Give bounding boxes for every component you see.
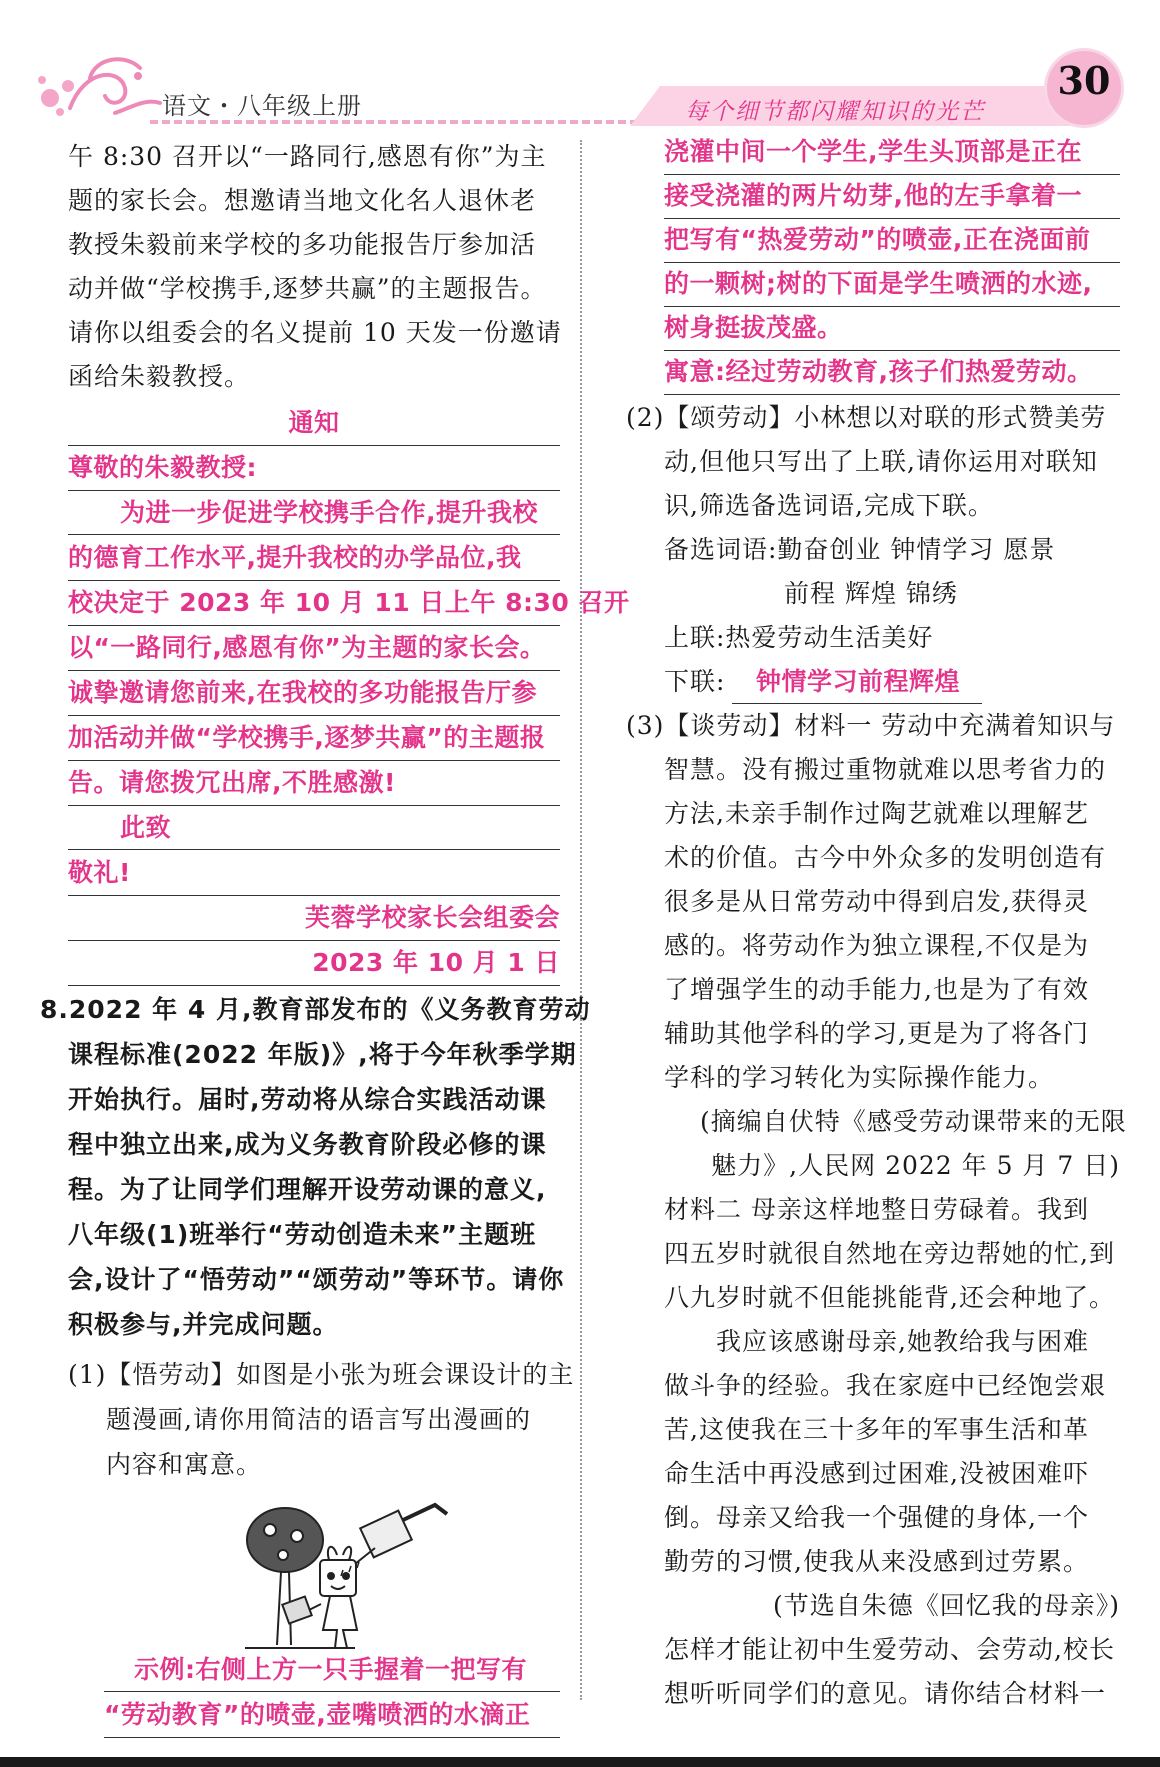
question-prompt-line: 怎样才能让初中生爱劳动、会劳动,校长: [664, 1635, 1115, 1664]
candidate-words: 前程 辉煌 锦绣: [784, 579, 958, 608]
intro-line: 教授朱毅前来学校的多功能报告厅参加活: [68, 230, 537, 259]
header-slogan: 每个细节都闪耀知识的光芒: [685, 99, 985, 125]
flourish-ornament-icon: [30, 48, 170, 128]
upper-couplet: 上联:热爱劳动生活美好: [664, 623, 934, 652]
candidate-words: 备选词语:勤奋创业 钟情学习 愿景: [664, 535, 1056, 564]
lower-couplet-label: 下联:: [664, 667, 726, 696]
answer-line: 校决定于 2023 年 10 月 11 日上午 8:30 召开: [68, 581, 560, 626]
material-line: 智慧。没有搬过重物就难以思考省力的: [664, 755, 1107, 784]
answer-continued-line: 的一颗树;树的下面是学生喷洒的水迹,: [664, 262, 1120, 307]
answer-continued-line: 浇灌中间一个学生,学生头顶部是正在: [664, 130, 1120, 175]
question-8-line: 8.2022 年 4 月,教育部发布的《义务教育劳动: [40, 995, 591, 1024]
answer-line: 加活动并做“学校携手,逐梦共赢”的主题报: [68, 716, 560, 761]
answer-continued-line: 树身挺拔茂盛。: [664, 306, 1120, 351]
question-prompt-line: 想听听同学们的意见。请你结合材料一: [664, 1679, 1107, 1708]
material-line: 命生活中再没感到过困难,没被困难吓: [664, 1459, 1089, 1488]
material-line: 术的价值。古今中外众多的发明创造有: [664, 843, 1107, 872]
question-8-1-answer-line: 示例:右侧上方一只手握着一把写有: [104, 1648, 560, 1692]
comic-illustration: [225, 1500, 455, 1655]
intro-line: 午 8:30 召开以“一路同行,感恩有你”为主: [68, 142, 547, 171]
material-line: 苦,这使我在三十多年的军事生活和革: [664, 1415, 1089, 1444]
material-line: 四五岁时就很自然地在旁边帮她的忙,到: [664, 1239, 1115, 1268]
material-source: (摘编自伏特《感受劳动课带来的无限: [700, 1107, 1127, 1136]
material-line: 学科的学习转化为实际操作能力。: [664, 1063, 1055, 1092]
answer-line: 的德育工作水平,提升我校的办学品位,我: [68, 536, 560, 581]
material-line: 了增强学生的动手能力,也是为了有效: [664, 975, 1089, 1004]
material-line: 辅助其他学科的学习,更是为了将各门: [664, 1019, 1089, 1048]
question-8-2-line: (2)【颂劳动】小林想以对联的形式赞美劳: [626, 403, 1107, 432]
answer-title: 通知: [68, 401, 560, 446]
answer-line: 以“一路同行,感恩有你”为主题的家长会。: [68, 626, 560, 671]
answer-line: 诚挚邀请您前来,在我校的多功能报告厅参: [68, 671, 560, 716]
answer-continued-line: 接受浇灌的两片幼芽,他的左手拿着一: [664, 174, 1120, 219]
material-line: 八九岁时就不但能挑能背,还会种地了。: [664, 1283, 1115, 1312]
answer-date: 2023 年 10 月 1 日: [68, 941, 560, 986]
material-line: 勤劳的习惯,使我从来没感到过劳累。: [664, 1547, 1089, 1576]
answer-line: 此致: [68, 806, 560, 850]
question-8-line: 程。为了让同学们理解开设劳动课的意义,: [68, 1175, 547, 1204]
question-8-1-line: (1)【悟劳动】如图是小张为班会课设计的主: [68, 1360, 575, 1389]
material-line: 我应该感谢母亲,她教给我与困难: [716, 1327, 1089, 1356]
material-line: 很多是从日常劳动中得到启发,获得灵: [664, 887, 1089, 916]
material-line: 做斗争的经验。我在家庭中已经饱尝艰: [664, 1371, 1107, 1400]
answer-meaning: 寓意:经过劳动教育,孩子们热爱劳动。: [664, 350, 1120, 395]
question-8-2-line: 识,筛选备选词语,完成下联。: [664, 491, 994, 520]
intro-line: 题的家长会。想邀请当地文化名人退休老: [68, 186, 537, 215]
question-8-line: 会,设计了“悟劳动”“颂劳动”等环节。请你: [68, 1265, 565, 1294]
answer-line: 告。请您拨冗出席,不胜感激!: [68, 761, 560, 806]
question-8-2-line: 动,但他只写出了上联,请你运用对联知: [664, 447, 1098, 476]
material-source: 魅力》,人民网 2022 年 5 月 7 日): [711, 1151, 1120, 1180]
material-line: 方法,未亲手制作过陶艺就难以理解艺: [664, 799, 1089, 828]
question-8-1-answer-line: “劳动教育”的喷壶,壶嘴喷洒的水滴正: [104, 1693, 560, 1738]
material-line: 材料二 母亲这样地整日劳碌着。我到: [664, 1195, 1089, 1224]
answer-line: 尊敬的朱毅教授:: [68, 446, 560, 491]
answer-line: 为进一步促进学校携手合作,提升我校: [68, 491, 560, 535]
page-number: 30: [1057, 58, 1111, 103]
answer-signature: 芙蓉学校家长会组委会: [68, 896, 560, 941]
intro-line: 动并做“学校携手,逐梦共赢”的主题报告。: [68, 274, 547, 303]
material-line: 倒。母亲又给我一个强健的身体,一个: [664, 1503, 1089, 1532]
question-8-3-line: (3)【谈劳动】材料一 劳动中充满着知识与: [626, 711, 1116, 740]
answer-line: 敬礼!: [68, 851, 560, 896]
bottom-bar: [0, 1757, 1160, 1767]
question-8-line: 课程标准(2022 年版)》,将于今年秋季学期: [68, 1040, 577, 1069]
question-8-1-line: 内容和寓意。: [106, 1450, 263, 1479]
column-divider: [580, 140, 582, 1700]
answer-continued-line: 把写有“热爱劳动”的喷壶,正在浇面前: [664, 218, 1120, 263]
question-8-line: 八年级(1)班举行“劳动创造未来”主题班: [68, 1220, 537, 1249]
header-dashed-line: [150, 120, 650, 124]
lower-couplet-answer: 钟情学习前程辉煌: [732, 660, 982, 704]
question-8-1-line: 题漫画,请你用简洁的语言写出漫画的: [106, 1405, 531, 1434]
book-subject: 语文・八年级上册: [162, 92, 362, 120]
intro-line: 函给朱毅教授。: [68, 362, 251, 391]
material-source: (节选自朱德《回忆我的母亲》): [772, 1591, 1120, 1620]
question-8-line: 积极参与,并完成问题。: [68, 1310, 339, 1339]
material-line: 感的。将劳动作为独立课程,不仅是为: [664, 931, 1089, 960]
intro-line: 请你以组委会的名义提前 10 天发一份邀请: [68, 318, 562, 347]
page-header: [0, 0, 1160, 130]
question-8-line: 开始执行。届时,劳动将从综合实践活动课: [68, 1085, 547, 1114]
question-8-line: 程中独立出来,成为义务教育阶段必修的课: [68, 1130, 547, 1159]
